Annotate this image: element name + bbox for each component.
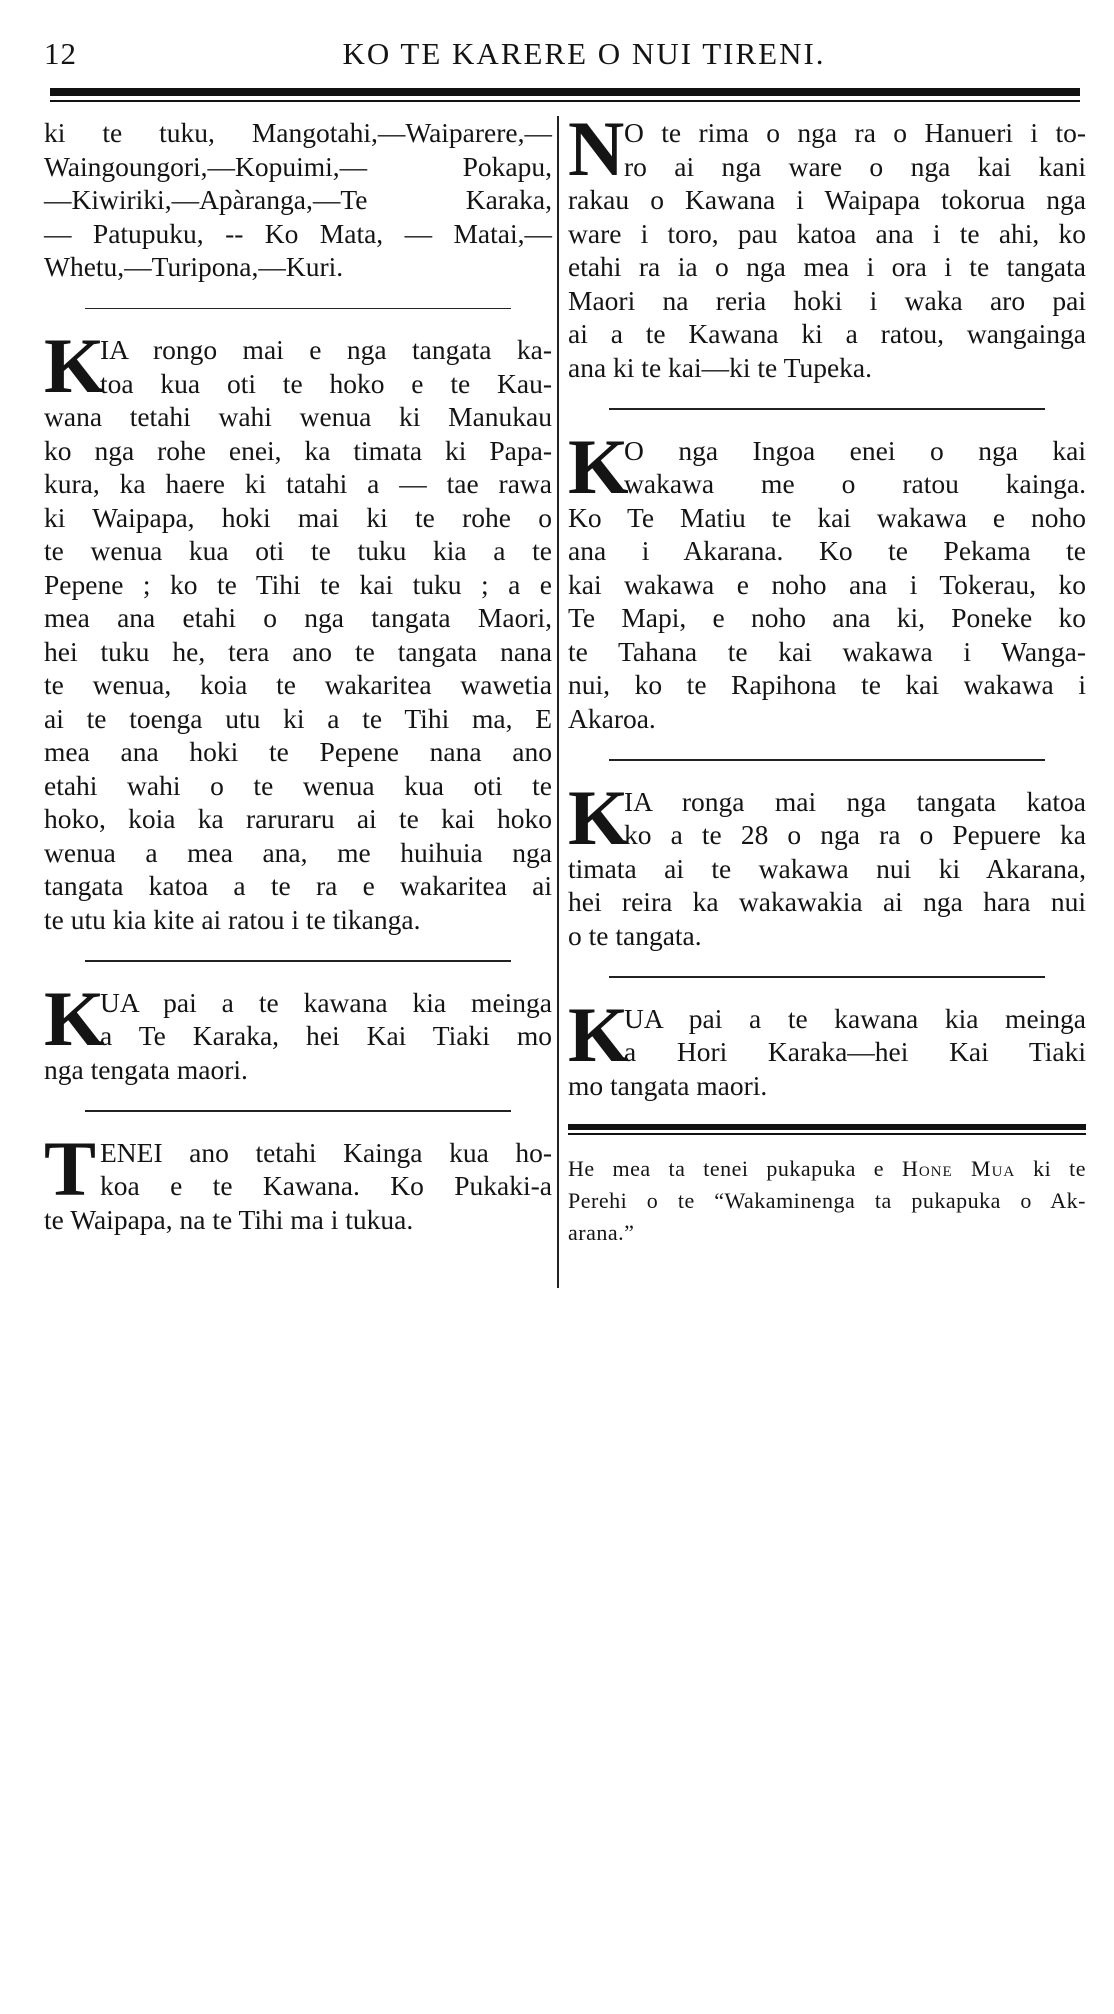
paragraph-place-names <box>44 116 552 284</box>
paragraph-appointment-hori-karaka <box>568 990 1086 1103</box>
separator-rule <box>85 1110 512 1112</box>
text-line: te wenua, koia te wakaritea wawetia <box>44 669 552 700</box>
text-line: hoko, koia ka raruraru ai te kai hoko <box>44 803 552 834</box>
text-line: mo tangata maori. <box>568 1069 768 1101</box>
paragraph-fire <box>568 105 1086 384</box>
paragraph-appointment-karaka <box>44 974 552 1087</box>
text-line: te Tahana te kai wakawa i Wanga- <box>568 635 1086 667</box>
text-line: etahi ra ia o nga mea i ora i te tangata <box>568 251 1086 282</box>
separator-rule <box>85 960 512 962</box>
text-line: kura, ka haere ki tatahi a — tae rawa <box>44 468 552 499</box>
text-line: a Te Karaka, hei Kai Tiaki mo <box>100 1020 552 1051</box>
text-line: Waingoungori,—Kopuimi,— Pokapu, <box>44 150 552 182</box>
text-line: te utu kia kite ai ratou i te tikanga. <box>44 903 421 935</box>
text-line: te Waipapa, na te Tihi ma i tukua. <box>44 1203 414 1235</box>
right-column <box>568 105 1086 1249</box>
imprint-text: He mea ta tenei pukapuka e <box>568 1155 902 1181</box>
text-line: ana i Akarana. Ko te Pekama te <box>568 535 1086 566</box>
text-line: nga tengata maori. <box>44 1053 248 1085</box>
imprint-rule <box>568 1124 1086 1135</box>
paragraph-land-sale <box>44 322 552 936</box>
drop-cap: K <box>568 773 629 861</box>
text-line: wenua a mea ana, me huihuia nga <box>44 836 552 868</box>
text-line: a Hori Karaka—hei Kai Tiaki <box>624 1036 1086 1067</box>
drop-cap: K <box>568 990 629 1078</box>
text-line: etahi wahi o te wenua kua oti te <box>44 769 552 801</box>
text-line: Whetu,—Turipona,—Kuri. <box>44 251 344 282</box>
text-line: rakau o Kawana i Waipapa tokorua nga <box>568 184 1086 215</box>
imprint <box>568 1153 1086 1249</box>
text-line: tangata katoa a te ra e wakaritea ai <box>44 870 552 901</box>
text-line: Maori na reria hoki i waka aro pai <box>568 284 1086 316</box>
imprint-line <box>568 1153 1086 1185</box>
text-line: ko nga rohe enei, ka timata ki Papa- <box>44 434 552 466</box>
text-line: hei tuku he, tera ano te tangata nana <box>44 635 552 667</box>
text-line: o te tangata. <box>568 919 702 951</box>
text-line: te wenua kua oti te tuku kia a te <box>44 535 552 566</box>
text-line: —Kiwiriki,—Apàranga,—Te Karaka, <box>44 184 552 215</box>
drop-cap: K <box>568 422 629 510</box>
left-column <box>44 116 552 1236</box>
text-line: ENEI ano tetahi Kainga kua ho- <box>100 1136 552 1168</box>
text-line: — Patupuku, -- Ko Mata, — Matai,— <box>44 217 552 249</box>
text-line: wana tetahi wahi wenua ki Manukau <box>44 401 552 432</box>
page-title: KO TE KARERE O NUI TIRENI. <box>342 36 826 71</box>
text-line: ro ai nga ware o nga kai kani <box>624 150 1086 182</box>
paragraph-court <box>568 773 1086 953</box>
page-header <box>44 36 1084 76</box>
paragraph-magistrates <box>568 422 1086 736</box>
text-line: O te rima o nga ra o Hanueri i to- <box>624 117 1086 148</box>
column-divider <box>557 116 559 1288</box>
header-rule-thick <box>50 88 1080 96</box>
text-line: kai wakawa e noho ana i Tokerau, ko <box>568 568 1086 600</box>
text-line: ki Waipapa, hoki mai ki te rohe o <box>44 501 552 533</box>
text-line: ki te tuku, Mangotahi,—Waiparere,— <box>44 117 552 148</box>
separator-rule <box>85 308 512 310</box>
printer-name: Hone Mua <box>901 1155 1016 1181</box>
text-line: wakawa me o ratou kainga. <box>624 468 1086 499</box>
text-line: mea ana hoki te Pepene nana ano <box>44 736 552 767</box>
imprint-line: Perehi o te “Wakaminenga ta pukapuka o Ak- <box>568 1187 1086 1213</box>
drop-cap: K <box>44 322 105 409</box>
text-line: Te Mapi, e noho ana ki, Poneke ko <box>568 602 1086 633</box>
text-line: ai te toenga utu ki a te Tihi ma, E <box>44 702 552 734</box>
text-line: mea ana etahi o nga tangata Maori, <box>44 602 552 633</box>
text-line: O nga Ingoa enei o nga kai <box>624 434 1086 466</box>
text-line: UA pai a te kawana kia meinga <box>100 986 552 1018</box>
separator-rule <box>609 976 1044 978</box>
separator-rule <box>609 408 1044 410</box>
drop-cap: T <box>44 1124 97 1212</box>
text-line: ai a te Kawana ki a ratou, wangainga <box>568 318 1086 349</box>
text-line: koa e te Kawana. Ko Pukaki-a <box>100 1170 552 1201</box>
header-rule-thin <box>50 100 1080 102</box>
text-line: hei reira ka wakawakia ai nga hara nui <box>568 886 1086 917</box>
page-number: 12 <box>44 36 77 71</box>
text-line: ko a te 28 o nga ra o Pepuere ka <box>624 819 1086 850</box>
drop-cap: N <box>568 105 625 192</box>
text-line: IA rongo mai e nga tangata ka- <box>100 334 552 365</box>
imprint-text: ki te <box>1015 1155 1086 1181</box>
text-line: ware i toro, pau katoa ana i te ahi, ko <box>568 217 1086 249</box>
text-line: UA pai a te kawana kia meinga <box>624 1002 1086 1034</box>
text-line: ana ki te kai—ki te Tupeka. <box>568 351 872 383</box>
text-line: Akaroa. <box>568 702 656 734</box>
text-line: toa kua oti te hoko e te Kau- <box>100 367 552 399</box>
imprint-line: arana.” <box>568 1219 635 1245</box>
text-line: Pepene ; ko te Tihi te kai tuku ; a e <box>44 568 552 600</box>
separator-rule <box>609 759 1044 761</box>
text-line: timata ai te wakawa nui ki Akarana, <box>568 852 1086 884</box>
text-line: nui, ko te Rapihona te kai wakawa i <box>568 669 1086 700</box>
text-line: IA ronga mai nga tangata katoa <box>624 785 1086 817</box>
drop-cap: K <box>44 974 105 1062</box>
text-line: Ko Te Matiu te kai wakawa e noho <box>568 501 1086 533</box>
paragraph-kainga <box>44 1124 552 1237</box>
